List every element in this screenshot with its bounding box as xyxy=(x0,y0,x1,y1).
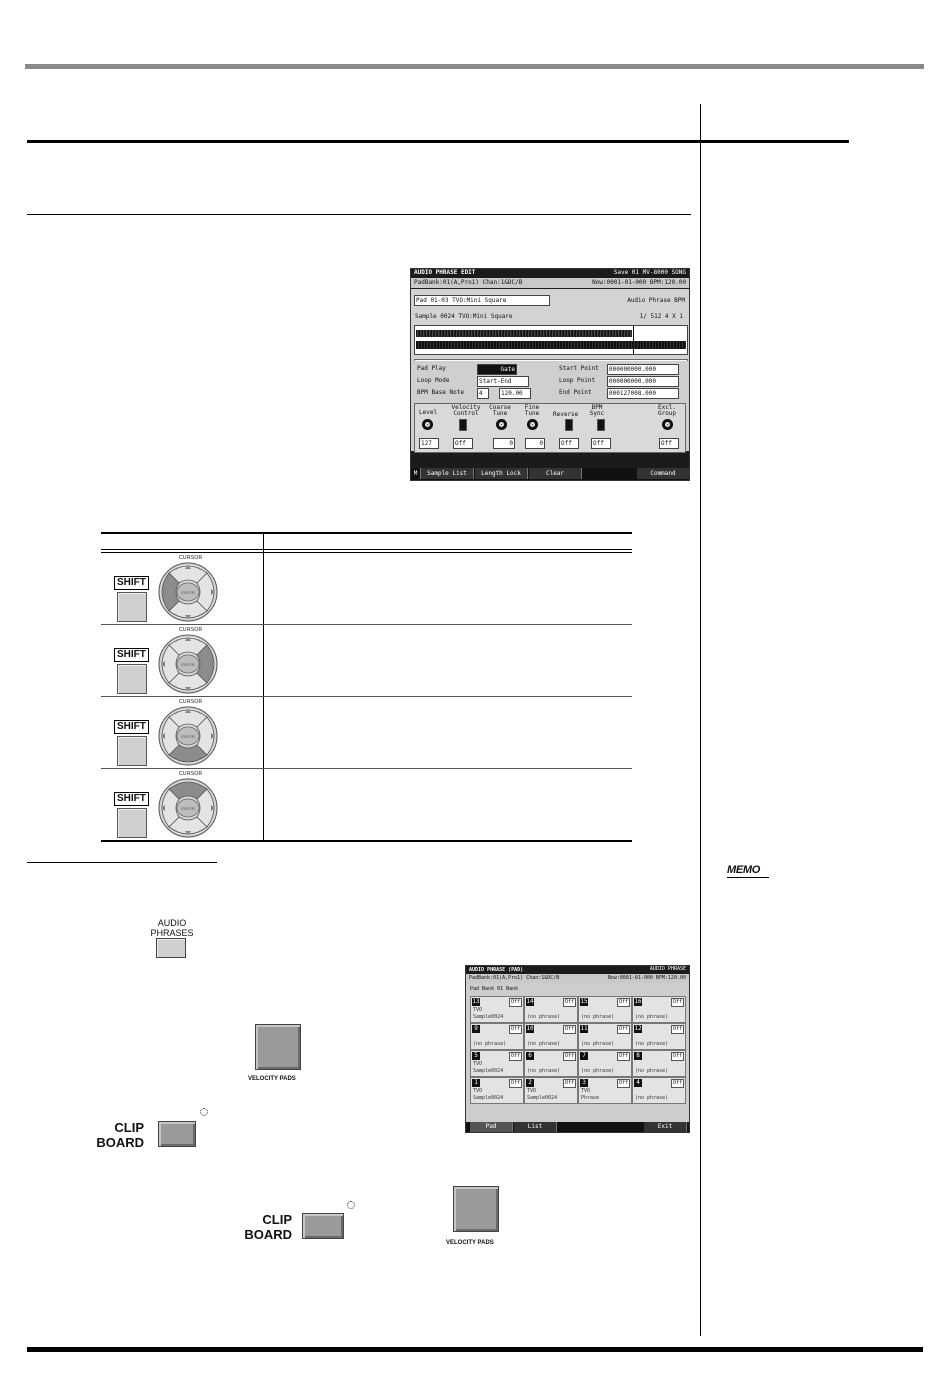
shift-label: SHIFT xyxy=(114,648,149,662)
waveform-display xyxy=(414,325,688,355)
param-label-loop-mode: Loop Mode xyxy=(417,377,450,384)
coarse-tune-knob-icon[interactable] xyxy=(496,419,507,430)
ctrl-value-coarse[interactable]: 0 xyxy=(493,438,515,449)
audio-phrases-label-line1: AUDIO xyxy=(157,918,187,928)
ctrl-value-fine[interactable]: 0 xyxy=(525,438,545,449)
pad-number: 8 xyxy=(634,1052,642,1060)
clipboard-button[interactable] xyxy=(158,1121,196,1147)
shift-button[interactable] xyxy=(117,664,147,694)
cursor-pad-icon-left[interactable] xyxy=(157,561,219,623)
clipboard-led-icon-2 xyxy=(347,1201,355,1209)
status-left: PadBank:01(A,Pro1) Chan:1&DC/B xyxy=(414,279,523,286)
screen2-status-line xyxy=(466,974,689,983)
pad-cell[interactable] xyxy=(470,1050,524,1077)
ctrl-label-velocity: Velocity Control xyxy=(451,404,481,417)
sidebar-divider xyxy=(700,104,701,1336)
pad-status: Off xyxy=(510,1053,520,1059)
ctrl-label-fine: Fine Tune xyxy=(524,404,540,417)
param-value-loop-point[interactable]: 000000000.000 xyxy=(607,376,679,387)
pad-cell[interactable] xyxy=(578,1023,632,1050)
pad-number: 15 xyxy=(580,998,588,1005)
pad-line2: Sample0024 xyxy=(473,1095,504,1101)
pad-status: Off xyxy=(510,1026,520,1032)
clipboard-label-2-line1: CLIP xyxy=(262,1212,292,1227)
velocity-pads-label: VELOCITY PADS xyxy=(248,1076,296,1082)
screen2-status-left: PadBank:01(A,Pro1) Chan:1&DC/B xyxy=(469,975,560,981)
pad-cell[interactable] xyxy=(524,996,578,1023)
pad-number: 1 xyxy=(472,1079,480,1087)
pad-cell[interactable] xyxy=(632,996,686,1023)
waveform-lower xyxy=(416,341,686,349)
screen2-fkey-exit[interactable]: Exit xyxy=(644,1122,687,1132)
pad-line2: (no phrase) xyxy=(527,1068,561,1074)
table-header-rule-2 xyxy=(101,552,632,553)
svg-text:ENTER: ENTER xyxy=(181,590,195,595)
shift-button[interactable] xyxy=(117,808,147,838)
fkey-marker: M xyxy=(411,468,421,479)
table-row-rule-1 xyxy=(101,624,632,625)
screen-status-line xyxy=(411,278,689,288)
ctrl-value-excl-group[interactable]: Off xyxy=(659,438,679,449)
velocity-pad-button-2[interactable] xyxy=(453,1186,499,1232)
screen-title-bar xyxy=(411,269,689,278)
pad-number: 9 xyxy=(472,1025,480,1033)
table-header-rule xyxy=(101,549,632,550)
param-label-pad-play: Pad Play xyxy=(417,365,446,372)
pad-cell[interactable] xyxy=(470,996,524,1023)
pad-number: 3 xyxy=(580,1079,588,1087)
screen2-fkey-pad[interactable]: Pad xyxy=(470,1122,513,1132)
param-value-loop-mode[interactable]: Start-End xyxy=(477,376,529,387)
pad-number: 4 xyxy=(634,1079,642,1087)
table-row-rule-2 xyxy=(101,696,632,697)
shift-label: SHIFT xyxy=(114,720,149,734)
pad-number: 16 xyxy=(634,998,642,1005)
audio-phrases-button[interactable] xyxy=(156,938,186,958)
screen2-status-right: Now:0001-01-000 BPM:120.00 xyxy=(607,975,686,981)
pad-cell[interactable] xyxy=(578,1077,632,1104)
param-value-bpm-note[interactable]: 4 xyxy=(477,388,489,399)
pad-status: Off xyxy=(672,1080,682,1086)
fkey-length-lock[interactable]: Length Lock xyxy=(475,468,528,479)
pad-line2: (no phrase) xyxy=(581,1014,615,1020)
svg-text:ENTER: ENTER xyxy=(181,662,195,667)
pad-line2: (no phrase) xyxy=(473,1041,507,1047)
audio-phrases-label xyxy=(140,918,204,938)
clipboard-button-2[interactable] xyxy=(302,1213,344,1239)
pad-cell[interactable] xyxy=(524,1077,578,1104)
shift-label: SHIFT xyxy=(114,576,149,590)
clipboard-label xyxy=(90,1120,144,1150)
shift-label: SHIFT xyxy=(114,792,149,806)
pad-line2: Sample0024 xyxy=(527,1095,558,1101)
memo-icon: MEMO xyxy=(727,864,761,876)
pad-status: Off xyxy=(618,1026,628,1032)
pad-status: Off xyxy=(672,999,682,1005)
shortcut-heading-rule xyxy=(27,862,217,863)
cursor-label: CURSOR xyxy=(179,555,203,561)
audio-phrases-label-line2: PHRASES xyxy=(150,928,194,938)
pad-status: Off xyxy=(510,999,520,1005)
pad-number: 13 xyxy=(472,998,480,1005)
cursor-label: CURSOR xyxy=(179,627,203,633)
screen2-fkey-list[interactable]: List xyxy=(514,1122,557,1132)
cursor-label: CURSOR xyxy=(179,699,203,705)
param-value-end-point[interactable]: 000127008.000 xyxy=(607,388,679,399)
clipboard-led-icon xyxy=(200,1108,208,1116)
param-value-pad-play[interactable]: Gate xyxy=(477,364,517,375)
screen2-title-right: AUDIO PHRASE xyxy=(649,966,686,972)
shift-button[interactable] xyxy=(117,736,147,766)
clipboard-label-line1: CLIP xyxy=(114,1120,144,1135)
pad-line2: Sample0024 xyxy=(473,1068,504,1074)
pad-line2: (no phrase) xyxy=(581,1068,615,1074)
pad-line2: (no phrase) xyxy=(527,1014,561,1020)
pad-cell[interactable] xyxy=(578,1050,632,1077)
clipboard-label-2 xyxy=(238,1212,292,1242)
waveform-end-marker xyxy=(633,326,634,354)
pad-cell[interactable] xyxy=(470,1077,524,1104)
ctrl-value-reverse[interactable]: Off xyxy=(559,438,579,449)
pad-cell[interactable] xyxy=(632,1077,686,1104)
param-value-bpm[interactable]: 120.00 xyxy=(499,388,531,399)
cursor-label: CURSOR xyxy=(179,771,203,777)
subsection-rule xyxy=(27,214,691,215)
ctrl-label-coarse: Coarse Tune xyxy=(489,404,511,417)
screen-title: AUDIO PHRASE EDIT xyxy=(414,269,476,276)
table-top-rule xyxy=(101,532,632,534)
pad-line2: (no phrase) xyxy=(635,1041,669,1047)
excl-group-knob-icon[interactable] xyxy=(662,419,673,430)
pad-number: 10 xyxy=(526,1025,534,1032)
param-label-bpm-base-note: BPM Base Note xyxy=(417,389,464,396)
top-gray-rule xyxy=(25,64,924,69)
pad-number: 12 xyxy=(634,1025,642,1032)
pad-line2: (no phrase) xyxy=(635,1095,669,1101)
cursor-pad-icon-up[interactable] xyxy=(157,777,219,839)
pad-number: 6 xyxy=(526,1052,534,1060)
svg-text:ENTER: ENTER xyxy=(181,806,195,811)
ctrl-value-level[interactable]: 127 xyxy=(419,438,439,449)
audio-phrase-edit-screen xyxy=(410,268,690,481)
ctrl-label-excl-group: Excl. Group xyxy=(657,404,677,417)
pad-cell[interactable] xyxy=(470,1023,524,1050)
ctrl-value-bpm-sync[interactable]: Off xyxy=(591,438,611,449)
ctrl-label-bpm-sync: BPM Sync xyxy=(589,404,605,417)
ctrl-value-velocity[interactable]: Off xyxy=(453,438,473,449)
pad-status: Off xyxy=(672,1053,682,1059)
bottom-rule xyxy=(27,1347,923,1352)
pad-number: 11 xyxy=(580,1025,588,1032)
pad-cell[interactable] xyxy=(524,1050,578,1077)
ctrl-label-level: Level xyxy=(419,409,438,416)
pad-line1: TVO xyxy=(473,1007,483,1013)
pad-line1: TVO xyxy=(527,1088,537,1094)
pad-line2: (no phrase) xyxy=(635,1068,669,1074)
pad-line2: Sample0024 xyxy=(473,1014,504,1020)
velocity-pads-label-2: VELOCITY PADS xyxy=(446,1240,494,1246)
audio-phrase-bpm-label: Audio Phrase BPM xyxy=(627,297,685,304)
clipboard-label-2-line2: BOARD xyxy=(244,1227,292,1242)
param-label-start-point: Start Point xyxy=(559,365,599,372)
ctrl-label-reverse: Reverse xyxy=(553,411,579,418)
fkey-clear[interactable]: Clear xyxy=(529,468,582,479)
table-col-divider xyxy=(263,532,264,841)
velocity-switch-icon[interactable] xyxy=(459,419,467,431)
clipboard-label-line2: BOARD xyxy=(96,1135,144,1150)
param-value-start-point[interactable]: 000000000.000 xyxy=(607,364,679,375)
table-row-rule-3 xyxy=(101,768,632,769)
memo-icon-underline xyxy=(727,877,769,878)
reverse-switch-icon[interactable] xyxy=(565,419,573,431)
pad-cell[interactable] xyxy=(632,1050,686,1077)
pad-number: 5 xyxy=(472,1052,480,1060)
table-bottom-rule xyxy=(101,840,632,842)
cursor-pad-icon-down[interactable] xyxy=(157,705,219,767)
pad-cell[interactable] xyxy=(632,1023,686,1050)
pad-line1: TVO xyxy=(581,1088,591,1094)
pad-status: Off xyxy=(564,999,574,1005)
pad-name-field: Pad 01-03 TVO:Mini Square xyxy=(414,295,550,306)
pad-line2: (no phrase) xyxy=(527,1041,561,1047)
screen-title-right: Save 01 MV-8000 SONG xyxy=(613,269,686,276)
param-label-end-point: End Point xyxy=(559,389,592,396)
pad-line2: Phrase xyxy=(581,1095,600,1101)
pad-number: 2 xyxy=(526,1079,534,1087)
sample-line: Sample 0024 TVO:Mini Square xyxy=(415,313,513,320)
pad-status: Off xyxy=(564,1026,574,1032)
pad-status: Off xyxy=(510,1080,520,1086)
pad-status: Off xyxy=(618,999,628,1005)
fkey-sample-list[interactable]: Sample List xyxy=(421,468,474,479)
svg-text:ENTER: ENTER xyxy=(181,734,195,739)
pad-status: Off xyxy=(618,1053,628,1059)
shift-button[interactable] xyxy=(117,592,147,622)
fine-tune-knob-icon[interactable] xyxy=(527,419,538,430)
bpm-sync-switch-icon[interactable] xyxy=(597,419,605,431)
pad-bank-label: Pad Bank 01 Bank xyxy=(470,986,519,992)
param-label-loop-point: Loop Point xyxy=(559,377,596,384)
waveform-upper xyxy=(416,330,632,337)
pad-line1: TVO xyxy=(473,1088,483,1094)
velocity-pad-button[interactable] xyxy=(255,1024,301,1070)
fkey-command[interactable]: Command xyxy=(637,468,690,479)
pad-status: Off xyxy=(618,1080,628,1086)
pad-number: 14 xyxy=(526,998,534,1005)
pad-status: Off xyxy=(564,1080,574,1086)
pad-status: Off xyxy=(564,1053,574,1059)
pad-line2: (no phrase) xyxy=(581,1041,615,1047)
status-right: Now:0001-01-000 BPM:120.00 xyxy=(592,279,686,286)
screen2-title: AUDIO PHRASE (PAD) xyxy=(469,967,524,973)
cursor-pad-icon-right[interactable] xyxy=(157,633,219,695)
pad-status: Off xyxy=(672,1026,682,1032)
pad-line2: (no phrase) xyxy=(635,1014,669,1020)
pad-number: 7 xyxy=(580,1052,588,1060)
pad-line1: TVO xyxy=(473,1061,483,1067)
zoom-indicator: 1/ 512 4 X 1 xyxy=(639,313,683,320)
pad-cell[interactable] xyxy=(578,996,632,1023)
screen2-title-bar xyxy=(466,966,689,974)
audio-phrase-pad-screen xyxy=(465,965,690,1133)
level-knob-icon[interactable] xyxy=(422,419,433,430)
section-heading-rule xyxy=(27,140,849,143)
pad-cell[interactable] xyxy=(524,1023,578,1050)
